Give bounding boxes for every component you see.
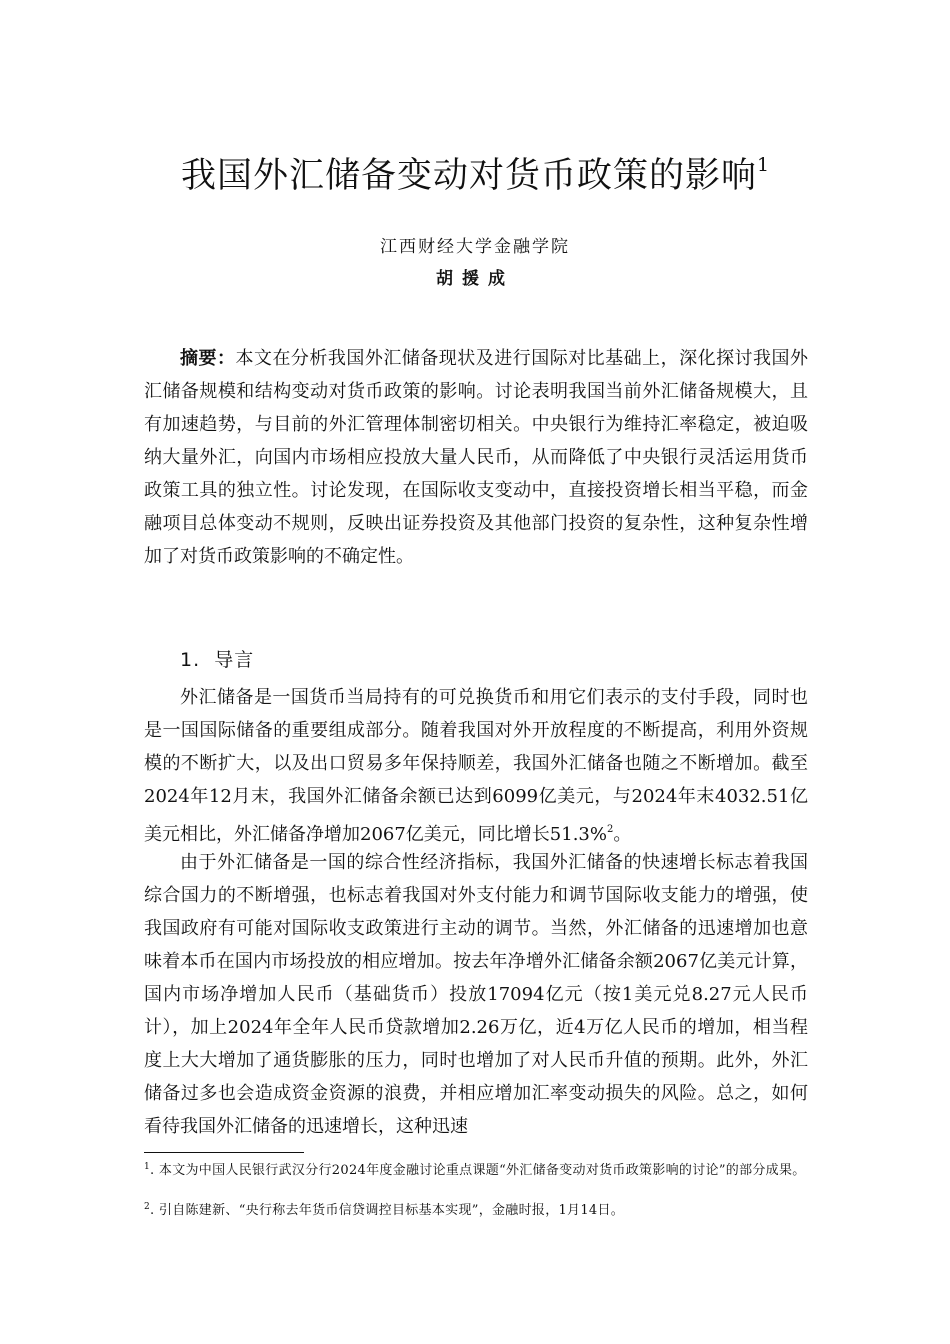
author-affiliation: 江西财经大学金融学院 <box>380 237 570 257</box>
title-footnote-marker: 1 <box>756 154 770 176</box>
abstract-label: 摘要： <box>180 348 236 369</box>
footnote-2 <box>144 1198 808 1220</box>
body-paragraph-1 <box>144 681 808 851</box>
abstract <box>144 342 808 573</box>
title-text: 我国外汇储备变动对货币政策的影响 <box>180 156 757 196</box>
footnote-1-mark: 1 <box>144 1162 151 1172</box>
paper-title <box>0 148 950 198</box>
footnote-divider <box>144 1152 304 1153</box>
body-paragraph-2: 由于外汇储备是一国的综合性经济指标，我国外汇储备的快速增长标志着我国综合国力的不断增强，也标志着我国对外支付能力和调节国际收支能力的增强，使我国政府有可能对国际收支政策进行主动的调节。当然，外汇储备的迅速增加也意味着本币在国内市场投放的相应增加。按去年净增外汇储备余额2067亿美元计算，国内市场净增加人民币（基础货币）投放17094亿元（按1美元兑8.27元人民币计），加上2024年全年人民币贷款增加2.26万亿，近4万亿人民币的增加，相当程度上大大增加了通货膨胀的压力，同时也增加了对人民币升值的预期。此外，外汇储备过多也会造成资金资源的浪费，并相应增加汇率变动损失的风险。总之，如何看待我国外汇储备的迅速增长，这种迅速 <box>144 852 808 1137</box>
footnote-1 <box>144 1158 808 1180</box>
section-heading <box>180 645 254 672</box>
section-title: 导言 <box>214 649 255 671</box>
footnote-2-text: . 引自陈建新、“央行称去年货币信贷调控目标基本实现”，金融时报，1月14日。 <box>150 1203 625 1218</box>
paragraph-1-text: 外汇储备是一国货币当局持有的可兑换货币和用它们表示的支付手段，同时也是一国国际储备的重要组成部分。随着我国对外开放程度的不断提高，利用外资规模的不断扩大，以及出口贸易多年保持顺差，我国外汇储备也随之不断增加。截至2024年12月末，我国外汇储备余额已达到6099亿美元，与2024年末4032.51亿美元相比，外汇储备净增加2067亿美元，同比增长51.3% <box>144 687 808 845</box>
section-number: 1. <box>180 649 201 671</box>
paragraph-1-end: 。 <box>613 824 632 845</box>
footnote-1-text: . 本文为中国人民银行武汉分行2024年度金融讨论重点课题“外汇储备变动对货币政策影响的讨论”的部分成果。 <box>150 1163 806 1178</box>
author-name: 胡援成 <box>436 269 514 289</box>
abstract-text: 本文在分析我国外汇储备现状及进行国际对比基础上，深化探讨我国外汇储备规模和结构变动对货币政策的影响。讨论表明我国当前外汇储备规模大，且有加速趋势，与目前的外汇管理体制密切相关。中央银行为维持汇率稳定，被迫吸纳大量外汇，向国内市场相应投放大量人民币，从而降低了中央银行灵活运用货币政策工具的独立性。讨论发现，在国际收支变动中，直接投资增长相当平稳，而金融项目总体变动不规则，反映出证券投资及其他部门投资的复杂性，这种复杂性增加了对货币政策影响的不确定性。 <box>144 348 809 567</box>
footnote-ref-2: 2 <box>607 824 614 835</box>
footnote-2-mark: 2 <box>144 1202 151 1212</box>
